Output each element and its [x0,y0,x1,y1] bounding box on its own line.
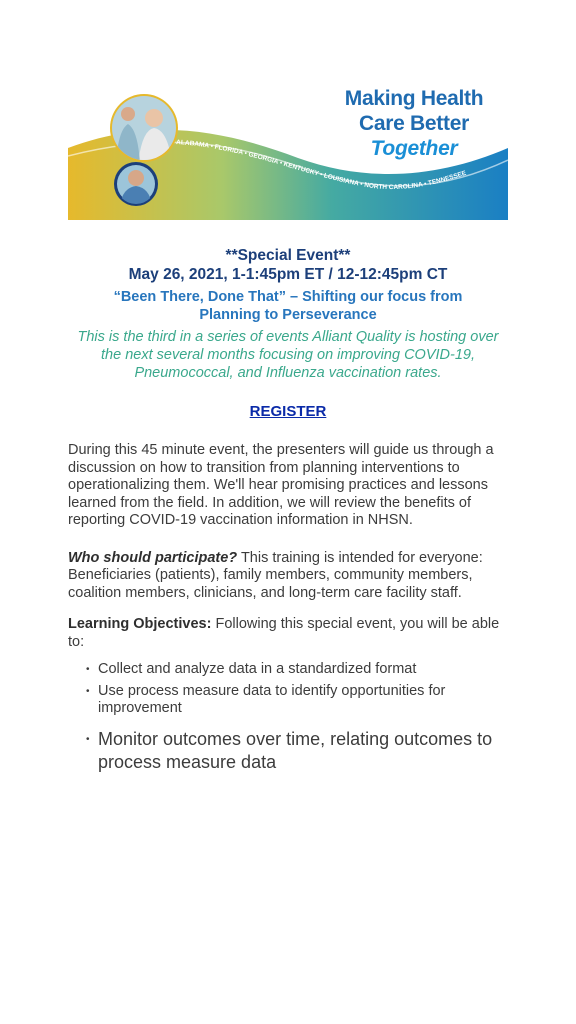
event-title [68,288,508,324]
banner-title [314,86,514,161]
objectives-text: Following this special event, you will be able to: [68,616,500,650]
event-title-line2: Planning to Perseverance [199,307,377,323]
list-item [86,728,508,774]
who-should-participate [68,550,508,603]
objective-text: Collect and analyze data in a standardized format [98,661,417,677]
people-photo-small [114,162,158,206]
register-link[interactable]: REGISTER [249,403,327,420]
learning-objectives-intro [68,616,508,651]
banner-title-line3: Together [370,137,458,160]
special-event-tag: **Special Event** [225,247,351,264]
learning-objectives-list [68,661,508,774]
event-title-line1: “Been There, Done That” – Shifting our focus from [113,289,463,305]
bullet-icon: • [86,733,90,745]
banner-states-text: ALABAMA • FLORIDA • GEORGIA • KENTUCKY • LOUISIANA • NORTH CAROLINA • TENNESSEE [175,139,468,192]
list-item [86,661,508,679]
banner-title-line1: Making Health [344,87,484,110]
event-description: During this 45 minute event, the presenters will guide us through a discussion on how to transition from planning interventions to operationalizing them. We'll hear promising practices and lessons learned from the field. In addition, we will review the benefits of reporting COVID-19 vaccination information in NHSN. [68,442,494,528]
objective-text: Use process measure data to identify opportunities for improvement [98,682,446,716]
event-intro: This is the third in a series of events Alliant Quality is hosting over the next several months focusing on improving COVID-19, Pneumococcal, and Influenza vaccination rates. [77,329,499,381]
banner-title-line2: Care Better [359,112,469,135]
event-content [68,246,508,778]
who-label: Who should participate? [68,549,238,566]
bullet-icon: • [86,685,90,697]
who-text: This training is intended for everyone: Beneficiaries (patients), family members, community members, coalition members, clinicians, and long-term care facility staff. [68,549,483,601]
objective-text: Monitor outcomes over time, relating outcomes to process measure data [98,728,493,772]
bullet-icon: • [86,664,90,675]
list-item [86,683,508,718]
event-datetime: May 26, 2021, 1-1:45pm ET / 12-12:45pm CT [128,266,448,283]
objectives-label: Learning Objectives: [68,616,212,632]
